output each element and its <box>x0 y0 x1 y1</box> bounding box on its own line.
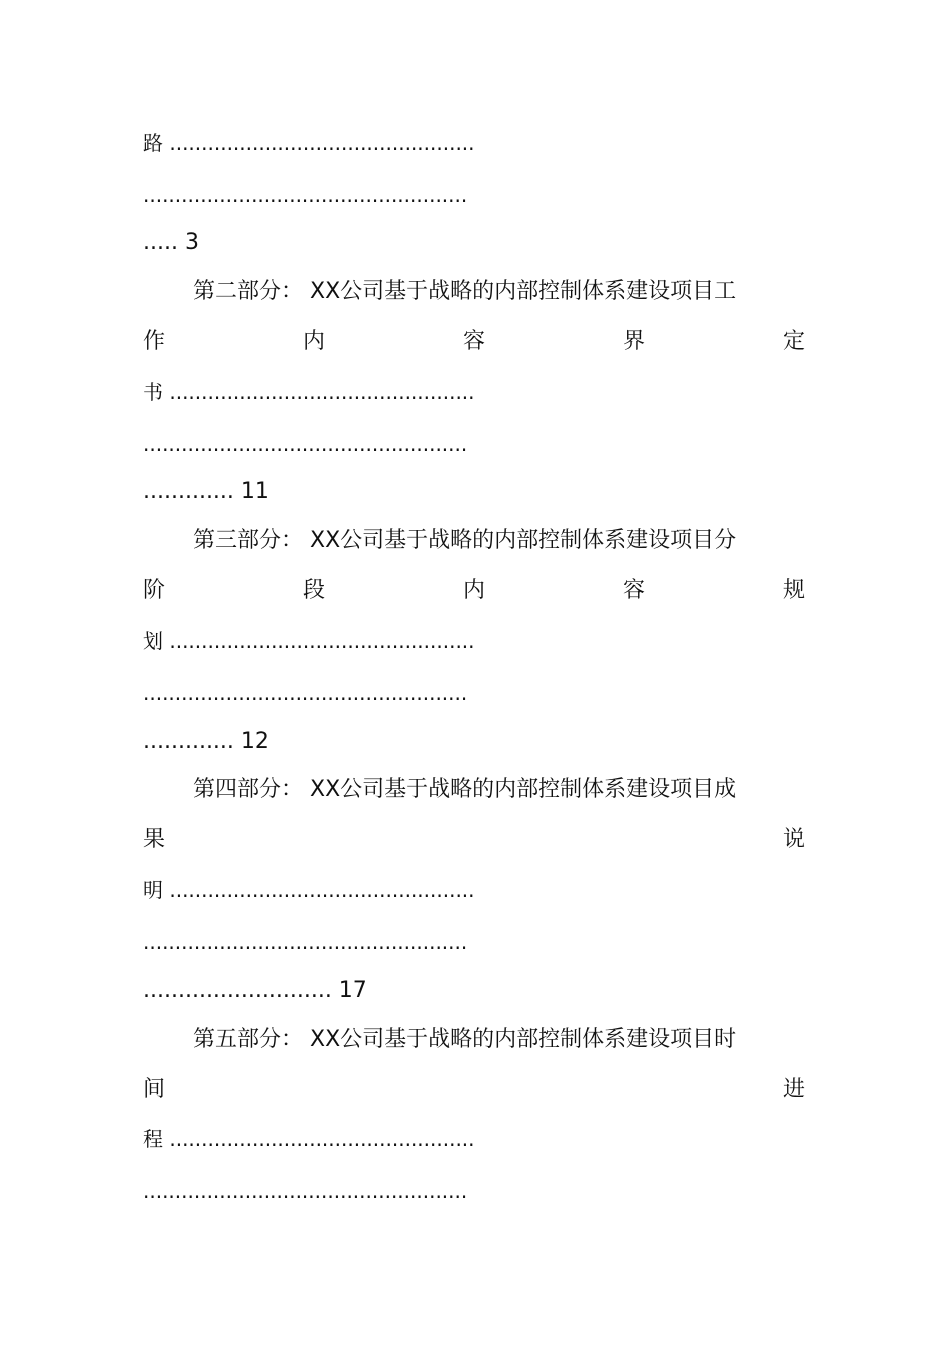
toc-spread-char: 间 <box>143 1077 166 1102</box>
toc-line: ................................................... <box>143 681 468 705</box>
toc-heading: 第二部分： XX公司基于战略的内部控制体系建设项目工 <box>193 279 737 304</box>
toc-page-number: ........................... 17 <box>143 978 367 1003</box>
toc-line: ................................................... <box>143 432 468 456</box>
toc-spread-line <box>143 1075 805 1105</box>
toc-page-number: ............. 12 <box>143 729 269 754</box>
toc-spread-char: 段 <box>302 578 325 603</box>
toc-page-number: ..... 3 <box>143 230 199 255</box>
toc-spread-line <box>143 327 805 357</box>
toc-spread-char: 容 <box>462 329 485 354</box>
toc-spread-char: 说 <box>782 827 805 852</box>
toc-line: 书 ................................................ <box>143 380 475 404</box>
toc-spread-char: 果 <box>143 827 166 852</box>
toc-spread-char: 进 <box>782 1077 805 1102</box>
toc-spread-char: 规 <box>782 578 805 603</box>
toc-page-number: ............. 11 <box>143 479 269 504</box>
toc-heading: 第三部分： XX公司基于战略的内部控制体系建设项目分 <box>193 528 737 553</box>
toc-spread-char: 定 <box>782 329 805 354</box>
toc-spread-char: 内 <box>462 578 485 603</box>
toc-line: 明 ................................................ <box>143 878 475 902</box>
toc-heading: 第五部分： XX公司基于战略的内部控制体系建设项目时 <box>193 1027 737 1052</box>
toc-line: 路 ................................................ <box>143 131 475 155</box>
toc-line: 程 ................................................ <box>143 1127 475 1151</box>
toc-line: 划 ................................................ <box>143 629 475 653</box>
toc-spread-char: 内 <box>302 329 325 354</box>
toc-spread-char: 界 <box>622 329 645 354</box>
toc-line: ................................................... <box>143 1179 468 1203</box>
toc-spread-char: 阶 <box>143 578 166 603</box>
toc-line: ................................................... <box>143 930 468 954</box>
toc-spread-line <box>143 825 805 855</box>
toc-heading: 第四部分： XX公司基于战略的内部控制体系建设项目成 <box>193 777 737 802</box>
toc-spread-line <box>143 576 805 606</box>
toc-spread-char: 容 <box>622 578 645 603</box>
toc-spread-char: 作 <box>143 329 166 354</box>
toc-line: ................................................... <box>143 183 468 207</box>
